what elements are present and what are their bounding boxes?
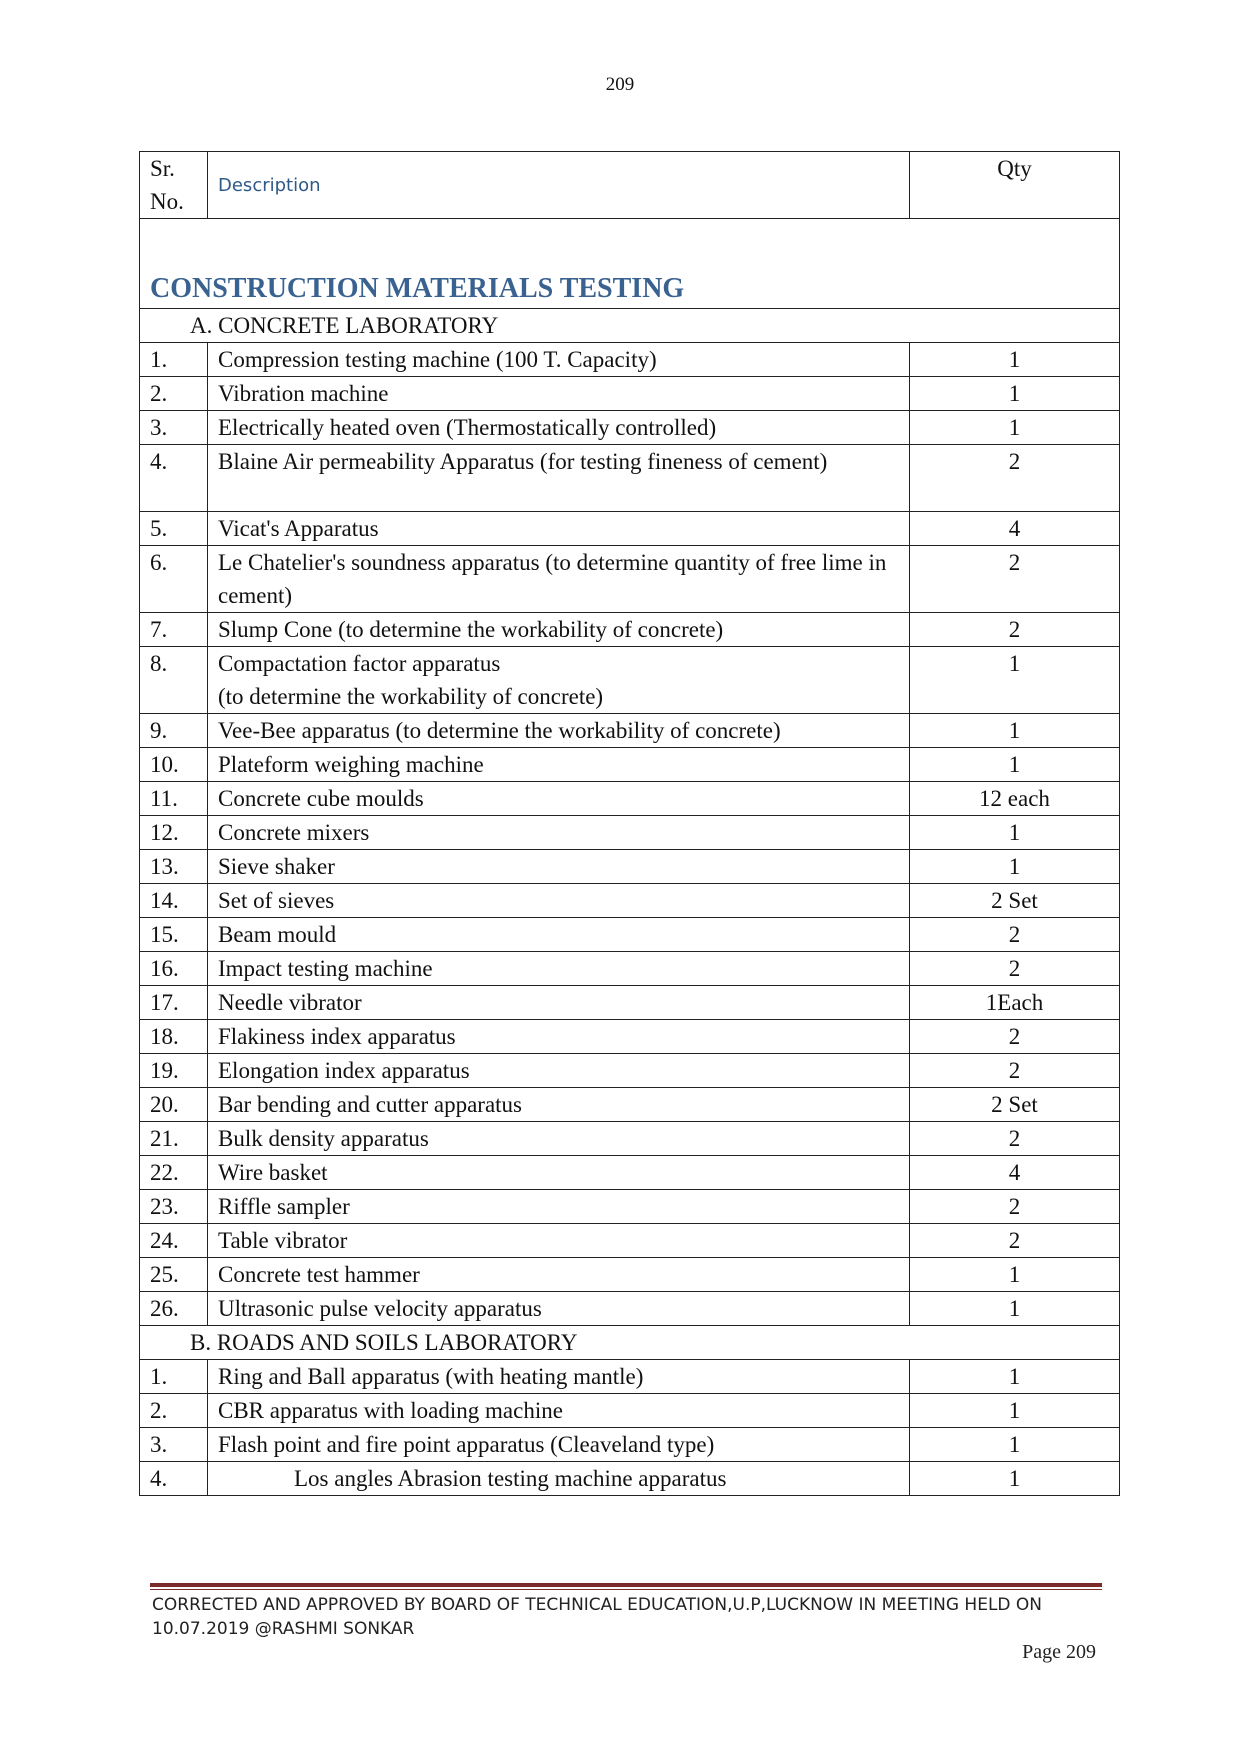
description-cell: Set of sieves: [208, 884, 910, 918]
table-row: [140, 986, 1120, 1020]
qty-cell: 1: [910, 850, 1120, 884]
description-cell: Compression testing machine (100 T. Capacity): [208, 343, 910, 377]
table-row: [140, 1394, 1120, 1428]
table-row: [140, 1122, 1120, 1156]
sr-cell: 5.: [140, 512, 208, 546]
sr-cell: 16.: [140, 952, 208, 986]
description-cell: Elongation index apparatus: [208, 1054, 910, 1088]
sr-cell: 2.: [140, 377, 208, 411]
sr-cell: 19.: [140, 1054, 208, 1088]
footer-divider: [150, 1583, 1102, 1587]
sr-cell: 3.: [140, 411, 208, 445]
description-cell: Plateform weighing machine: [208, 748, 910, 782]
header-qty: Qty: [910, 152, 1120, 219]
qty-cell: 12 each: [910, 782, 1120, 816]
footer-approval-text: CORRECTED AND APPROVED BY BOARD OF TECHNICAL EDUCATION,U.P,LUCKNOW IN MEETING HELD ON 10.07.2019 @RASHMI SONKAR: [152, 1595, 1043, 1639]
table-row: [140, 613, 1120, 647]
table-row: [140, 377, 1120, 411]
qty-cell: 1: [910, 748, 1120, 782]
description-cell: Flash point and fire point apparatus (Cleaveland type): [208, 1428, 910, 1462]
qty-cell: 2: [910, 1224, 1120, 1258]
footer-page-label: Page 209: [1022, 1641, 1096, 1663]
section-heading: A. CONCRETE LABORATORY: [140, 309, 1120, 343]
description-cell: Compactation factor apparatus (to determine the workability of concrete): [208, 647, 910, 714]
qty-cell: 1: [910, 1462, 1120, 1496]
sr-cell: 24.: [140, 1224, 208, 1258]
sr-cell: 2.: [140, 1394, 208, 1428]
section-heading-row: [140, 1326, 1120, 1360]
table-row: [140, 748, 1120, 782]
sr-cell: 11.: [140, 782, 208, 816]
qty-cell: 2: [910, 1122, 1120, 1156]
sr-cell: 22.: [140, 1156, 208, 1190]
sr-cell: 20.: [140, 1088, 208, 1122]
description-cell: Impact testing machine: [208, 952, 910, 986]
sr-cell: 8.: [140, 647, 208, 714]
qty-cell: 1: [910, 411, 1120, 445]
sr-cell: 17.: [140, 986, 208, 1020]
table-row: [140, 512, 1120, 546]
description-cell: Needle vibrator: [208, 986, 910, 1020]
sr-cell: 14.: [140, 884, 208, 918]
description-cell: Vibration machine: [208, 377, 910, 411]
header-description: Description: [208, 152, 910, 219]
description-cell: Sieve shaker: [208, 850, 910, 884]
description-cell: Concrete mixers: [208, 816, 910, 850]
table-row: [140, 1054, 1120, 1088]
table-row: [140, 918, 1120, 952]
description-cell: Flakiness index apparatus: [208, 1020, 910, 1054]
table-row: [140, 1224, 1120, 1258]
sr-cell: 3.: [140, 1428, 208, 1462]
qty-cell: 2 Set: [910, 884, 1120, 918]
description-cell: Vee-Bee apparatus (to determine the workability of concrete): [208, 714, 910, 748]
qty-cell: 1: [910, 714, 1120, 748]
equipment-table: [139, 151, 1120, 1496]
description-cell: Slump Cone (to determine the workability of concrete): [208, 613, 910, 647]
qty-cell: 2 Set: [910, 1088, 1120, 1122]
qty-cell: 1: [910, 1360, 1120, 1394]
table-row: [140, 445, 1120, 512]
sr-cell: 4.: [140, 1462, 208, 1496]
table-row: [140, 647, 1120, 714]
description-cell: Los angles Abrasion testing machine apparatus: [208, 1462, 910, 1496]
table-row: [140, 1190, 1120, 1224]
sr-cell: 6.: [140, 546, 208, 613]
sr-cell: 1.: [140, 343, 208, 377]
description-cell: CBR apparatus with loading machine: [208, 1394, 910, 1428]
footer-divider-thin: [150, 1589, 1102, 1590]
table-row: [140, 952, 1120, 986]
qty-cell: 1: [910, 1428, 1120, 1462]
qty-cell: 2: [910, 1020, 1120, 1054]
qty-cell: 1: [910, 1292, 1120, 1326]
sr-cell: 1.: [140, 1360, 208, 1394]
qty-cell: 2: [910, 1054, 1120, 1088]
table-header-row: [140, 152, 1120, 219]
sr-cell: 15.: [140, 918, 208, 952]
qty-cell: 2: [910, 546, 1120, 613]
description-cell: Concrete cube moulds: [208, 782, 910, 816]
table-row: [140, 816, 1120, 850]
table-row: [140, 1360, 1120, 1394]
table-row: [140, 411, 1120, 445]
table-row: [140, 343, 1120, 377]
sr-cell: 25.: [140, 1258, 208, 1292]
qty-cell: 2: [910, 613, 1120, 647]
description-cell: Table vibrator: [208, 1224, 910, 1258]
sr-cell: 9.: [140, 714, 208, 748]
sr-cell: 4.: [140, 445, 208, 512]
table-row: [140, 1088, 1120, 1122]
qty-cell: 2: [910, 952, 1120, 986]
description-cell: Wire basket: [208, 1156, 910, 1190]
qty-cell: 1: [910, 377, 1120, 411]
description-cell: Le Chatelier's soundness apparatus (to determine quantity of free lime in cement): [208, 546, 910, 613]
qty-cell: 4: [910, 512, 1120, 546]
table-row: [140, 1428, 1120, 1462]
table-row: [140, 884, 1120, 918]
title-row: [140, 219, 1120, 309]
table-row: [140, 1156, 1120, 1190]
qty-cell: 1: [910, 647, 1120, 714]
table-row: [140, 714, 1120, 748]
table-row: [140, 1292, 1120, 1326]
qty-cell: 1Each: [910, 986, 1120, 1020]
description-cell: Ultrasonic pulse velocity apparatus: [208, 1292, 910, 1326]
table-row: [140, 850, 1120, 884]
description-cell: Concrete test hammer: [208, 1258, 910, 1292]
sr-cell: 12.: [140, 816, 208, 850]
qty-cell: 2: [910, 1190, 1120, 1224]
sr-cell: 18.: [140, 1020, 208, 1054]
description-cell: Blaine Air permeability Apparatus (for testing fineness of cement): [208, 445, 910, 512]
sr-cell: 7.: [140, 613, 208, 647]
description-cell: Electrically heated oven (Thermostatically controlled): [208, 411, 910, 445]
sr-cell: 21.: [140, 1122, 208, 1156]
description-cell: Bulk density apparatus: [208, 1122, 910, 1156]
sr-cell: 10.: [140, 748, 208, 782]
qty-cell: 1: [910, 1258, 1120, 1292]
table-row: [140, 1020, 1120, 1054]
qty-cell: 4: [910, 1156, 1120, 1190]
table-row: [140, 1258, 1120, 1292]
document-title: CONSTRUCTION MATERIALS TESTING: [150, 273, 685, 304]
qty-cell: 1: [910, 816, 1120, 850]
qty-cell: 2: [910, 918, 1120, 952]
page-number-top: 209: [605, 74, 635, 95]
description-cell: Riffle sampler: [208, 1190, 910, 1224]
header-sr-no: Sr. No.: [140, 152, 208, 219]
qty-cell: 1: [910, 1394, 1120, 1428]
section-heading: B. ROADS AND SOILS LABORATORY: [140, 1326, 1120, 1360]
section-heading-row: [140, 309, 1120, 343]
sr-cell: 13.: [140, 850, 208, 884]
description-cell: Beam mould: [208, 918, 910, 952]
qty-cell: 1: [910, 343, 1120, 377]
sr-cell: 26.: [140, 1292, 208, 1326]
table-row: [140, 546, 1120, 613]
table-row: [140, 782, 1120, 816]
description-cell: Ring and Ball apparatus (with heating mantle): [208, 1360, 910, 1394]
table-row: [140, 1462, 1120, 1496]
description-cell: Vicat's Apparatus: [208, 512, 910, 546]
qty-cell: 2: [910, 445, 1120, 512]
sr-cell: 23.: [140, 1190, 208, 1224]
table-body: [140, 219, 1120, 1496]
description-cell: Bar bending and cutter apparatus: [208, 1088, 910, 1122]
